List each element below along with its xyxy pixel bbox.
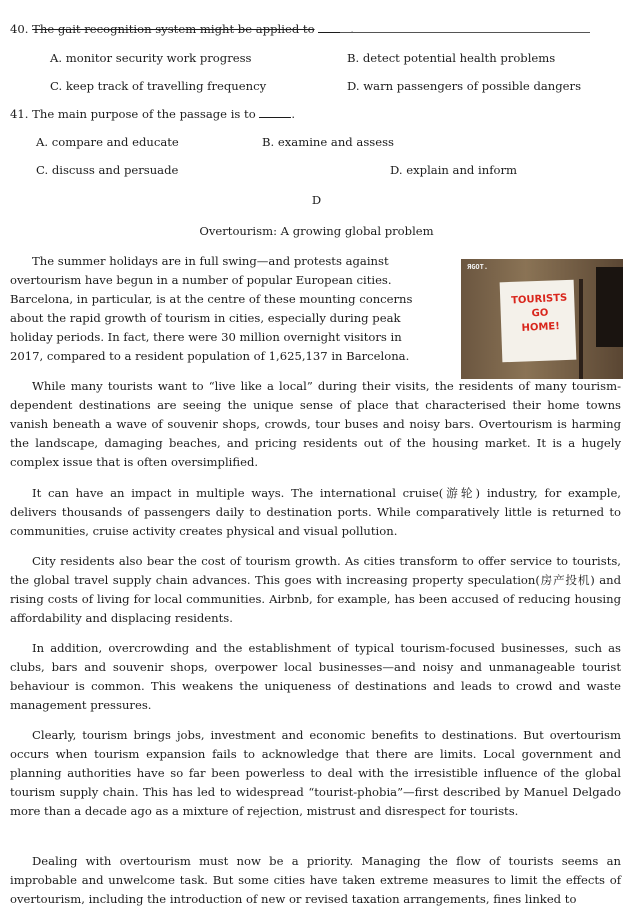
q40-stem-text: The gait recognition system might be applied to: [32, 22, 315, 36]
q40-option-d[interactable]: D. warn passengers of possible dangers: [347, 79, 582, 93]
paragraph-2: While many tourists want to “live like a local” during their visits, the residents of many tourism-dependent destinations are seeing the unique sense of place that characterised their home towns vanish beneath a wave of souvenir shops, crowds, tour buses and noisy bars. Overtourism is harming the landscape, damaging beaches, and pricing residents out of the housing market. It is a hugely complex issue that is often oversimplified.: [10, 379, 621, 469]
protest-sign-text: [506, 291, 574, 336]
p1-line-2: overtourism have begun in a number of popular European cities.: [10, 273, 392, 287]
q40-rule: [340, 32, 590, 33]
q41-blank: [259, 107, 291, 118]
q41-stem: [10, 107, 295, 121]
q40-stem-end: .: [350, 22, 354, 36]
p1-line-4: about the rapid growth of tourism in cities, especially during peak: [10, 311, 401, 325]
section-letter: D: [311, 193, 322, 207]
p1-line-3: Barcelona, in particular, is at the centre of these mounting concerns: [10, 292, 413, 306]
q41-option-c[interactable]: C. discuss and persuade: [36, 163, 179, 177]
sign-line-3: HOME!: [521, 320, 561, 334]
q41-stem-text: 41. The main purpose of the passage is to: [10, 107, 256, 121]
photo-doorway: [596, 267, 623, 347]
q41-option-d[interactable]: D. explain and inform: [390, 163, 518, 177]
q41-option-b[interactable]: B. examine and assess: [262, 135, 394, 149]
q40-option-a[interactable]: A. monitor security work progress: [50, 51, 252, 65]
q41-stem-end: .: [291, 107, 296, 121]
sign-line-1: TOURISTS: [510, 292, 568, 307]
q41-option-a[interactable]: A. compare and educate: [36, 135, 179, 149]
q40-stem: [10, 22, 354, 36]
q40-number: 40.: [10, 22, 33, 36]
article-title: Overtourism: A growing global problem: [199, 224, 434, 238]
protest-photo: [461, 259, 623, 379]
paragraph-5: In addition, overcrowding and the establishment of typical tourism-focused businesses, such as clubs, bars and souvenir shops, overpower local businesses—and noisy and unmanageable tourist behaviour is common. This weakens the uniqueness of destinations and leads to crowd and waste management pressures.: [10, 641, 621, 712]
p1-line-6: 2017, compared to a resident population of 1,625,137 in Barcelona.: [10, 349, 410, 363]
paragraph-4: City residents also bear the cost of tourism growth. As cities transform to offer service to tourists, the global travel supply chain advances. This goes with increasing property speculation(房产投机) and rising costs of living for local communities. Airbnb, for example, has been accused of reducing housing affordability and displacing residents.: [10, 554, 621, 625]
paragraph-6: Clearly, tourism brings jobs, investment and economic benefits to destinations. But overtourism occurs when tourism expansion fails to acknowledge that there are limits. Local government and planning authorities have so far been powerless to deal with the irresistible influence of the global tourism supply chain. This has led to widespread “tourist-phobia”—first described by Manuel Delgado more than a decade ago as a mixture of rejection, mistrust and disrespect for tourists.: [10, 728, 621, 818]
paragraph-7: Dealing with overtourism must now be a priority. Managing the flow of tourists seems an improbable and unwelcome task. But some cities have taken extreme measures to limit the effects of overtourism, including the introduction of new or revised taxation arrangements, fines linked to: [10, 854, 621, 906]
q40-option-c[interactable]: C. keep track of travelling frequency: [50, 79, 267, 93]
p1-line-1: The summer holidays are in full swing—and protests against: [32, 254, 389, 268]
photo-pole: [579, 279, 583, 379]
paragraph-3: It can have an impact in multiple ways. The international cruise(游轮) industry, for example, delivers thousands of passengers daily to destination ports. While comparatively little is returned to communities, cruise activity creates physical and visual pollution.: [10, 486, 621, 538]
photo-graffiti: ЯGOT.: [467, 263, 489, 271]
sign-line-2: GO: [531, 307, 549, 320]
q40-option-b[interactable]: B. detect potential health problems: [347, 51, 556, 65]
p1-line-5: holiday periods. In fact, there were 30 million overnight visitors in: [10, 330, 402, 344]
